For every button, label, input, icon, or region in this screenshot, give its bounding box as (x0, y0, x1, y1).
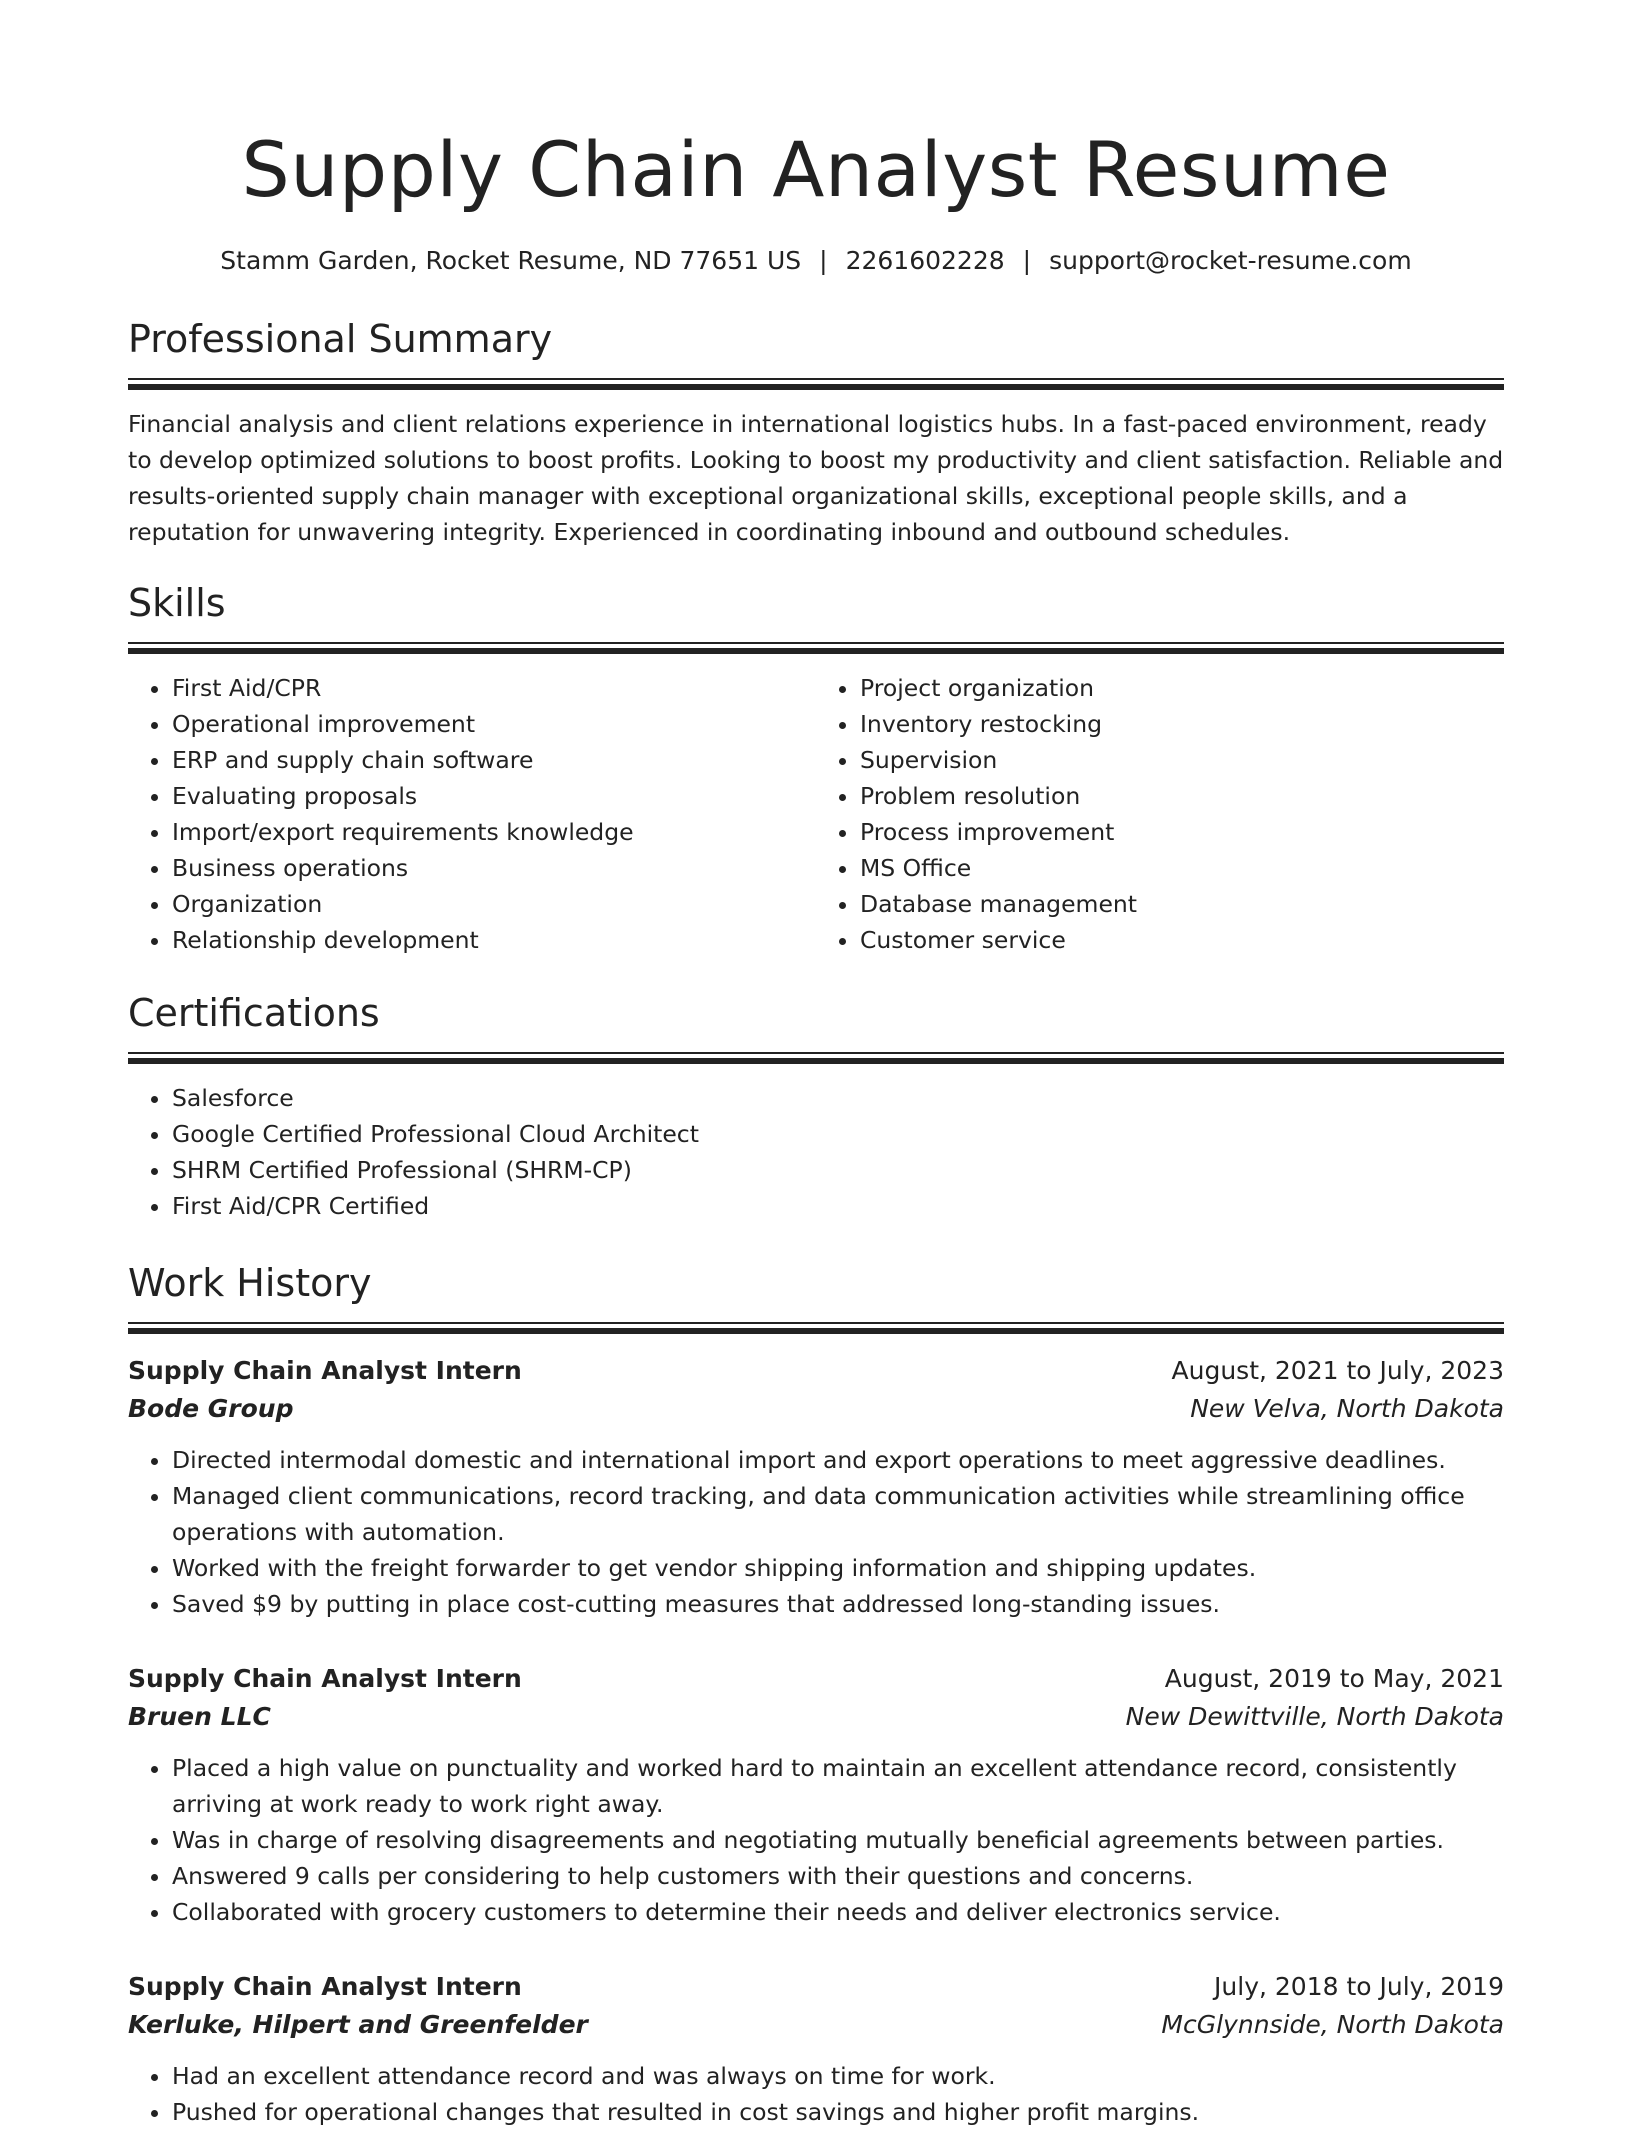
job-duty-item: • Collaborated with grocery customers to determine their needs and deliver electronics service. (172, 1894, 1504, 1930)
job-dates: August, 2021 to July, 2023 (1171, 1356, 1504, 1385)
job-entry (128, 1660, 1504, 1930)
resume-title: Supply Chain Analyst Resume (241, 125, 1391, 214)
section-divider (128, 378, 1504, 390)
certification-item: • First Aid/CPR Certified (172, 1188, 1504, 1224)
job-header-row (128, 1660, 1504, 1698)
skill-item: • Process improvement (860, 814, 1504, 850)
job-company-row (128, 1390, 1504, 1428)
summary-heading: Professional Summary (128, 317, 553, 361)
job-duty-item: • Had an excellent attendance record and was always on time for work. (172, 2058, 1504, 2094)
job-duties-list (128, 1750, 1504, 1930)
skill-item: • Inventory restocking (860, 706, 1504, 742)
contact-phone: 2261602228 (845, 246, 1005, 275)
skills-grid (128, 670, 1504, 958)
certification-item: • Salesforce (172, 1080, 1504, 1116)
certification-item: • Google Certified Professional Cloud Architect (172, 1116, 1504, 1152)
skill-item: • Customer service (860, 922, 1504, 958)
skill-item: • MS Office (860, 850, 1504, 886)
job-duty-item: • Directed intermodal domestic and international import and export operations to meet aggressive deadlines. (172, 1442, 1504, 1478)
section-divider (128, 1052, 1504, 1064)
skill-item: • Evaluating proposals (172, 778, 816, 814)
skill-item: • Problem resolution (860, 778, 1504, 814)
skill-item: • ERP and supply chain software (172, 742, 816, 778)
job-duty-item: • Was in charge of resolving disagreements and negotiating mutually beneficial agreements between parties. (172, 1822, 1504, 1858)
contact-address: Stamm Garden, Rocket Resume, ND 77651 US (220, 246, 802, 275)
job-company-row (128, 1698, 1504, 1736)
job-duty-item: • Managed client communications, record tracking, and data communication activities while streamlining office operations with automation. (172, 1478, 1504, 1550)
skill-item: • Database management (860, 886, 1504, 922)
skills-list-right (816, 670, 1504, 958)
skill-item: • Import/export requirements knowledge (172, 814, 816, 850)
job-duty-item: • Saved $9 by putting in place cost-cutting measures that addressed long-standing issues. (172, 1586, 1504, 1622)
summary-text: Financial analysis and client relations experience in international logistics hubs. In a fast-paced environment, ready to develop optimized solutions to boost profits. Looking to boost my productivity and client satisfaction. Reliable and results-oriented supply chain manager with exceptional organizational skills, exceptional people skills, and a reputation for unwavering integrity. Experienced in coordinating inbound and outbound schedules. (128, 410, 1504, 546)
job-entry (128, 1352, 1504, 1622)
contact-email: support@rocket-resume.com (1049, 246, 1412, 275)
contact-line (128, 244, 1504, 278)
job-location: New Velva, North Dakota (1190, 1394, 1504, 1423)
work-history-section (128, 1258, 1504, 2130)
job-company: Bode Group (128, 1394, 294, 1423)
skill-item: • Project organization (860, 670, 1504, 706)
job-duty-item: • Answered 9 calls per considering to help customers with their questions and concerns. (172, 1858, 1504, 1894)
certifications-section (128, 988, 1504, 1224)
job-header-row (128, 1352, 1504, 1390)
certification-item: • SHRM Certified Professional (SHRM-CP) (172, 1152, 1504, 1188)
job-company: Kerluke, Hilpert and Greenfelder (128, 2010, 588, 2039)
skill-item: • Operational improvement (172, 706, 816, 742)
job-company: Bruen LLC (128, 1702, 271, 1731)
job-header-row (128, 1968, 1504, 2006)
summary-section (128, 314, 1504, 550)
skills-section (128, 578, 1504, 958)
job-location: McGlynnside, North Dakota (1161, 2010, 1504, 2039)
job-location: New Dewittville, North Dakota (1125, 1702, 1504, 1731)
section-divider (128, 642, 1504, 654)
contact-separator: | (819, 246, 828, 275)
job-title: Supply Chain Analyst Intern (128, 1972, 522, 2001)
skill-item: • Supervision (860, 742, 1504, 778)
certifications-list (128, 1080, 1504, 1224)
skills-list-left (128, 670, 816, 958)
section-divider (128, 1322, 1504, 1334)
skills-heading: Skills (128, 581, 226, 625)
job-duty-item: • Worked with the freight forwarder to get vendor shipping information and shipping updates. (172, 1550, 1504, 1586)
job-title: Supply Chain Analyst Intern (128, 1664, 522, 1693)
job-duties-list (128, 2058, 1504, 2130)
job-company-row (128, 2006, 1504, 2044)
job-entry (128, 1968, 1504, 2130)
skill-item: • First Aid/CPR (172, 670, 816, 706)
contact-separator: | (1022, 246, 1032, 275)
work-history-heading: Work History (128, 1261, 372, 1305)
job-duty-item: • Pushed for operational changes that resulted in cost savings and higher profit margins. (172, 2094, 1504, 2130)
job-title: Supply Chain Analyst Intern (128, 1356, 522, 1385)
job-dates: August, 2019 to May, 2021 (1164, 1664, 1504, 1693)
job-dates: July, 2018 to July, 2019 (1214, 1972, 1504, 2001)
skill-item: • Organization (172, 886, 816, 922)
skill-item: • Relationship development (172, 922, 816, 958)
certifications-heading: Certifications (128, 991, 380, 1035)
skill-item: • Business operations (172, 850, 816, 886)
job-duties-list (128, 1442, 1504, 1622)
job-duty-item: • Placed a high value on punctuality and worked hard to maintain an excellent attendance record, consistently arriving at work ready to work right away. (172, 1750, 1504, 1822)
